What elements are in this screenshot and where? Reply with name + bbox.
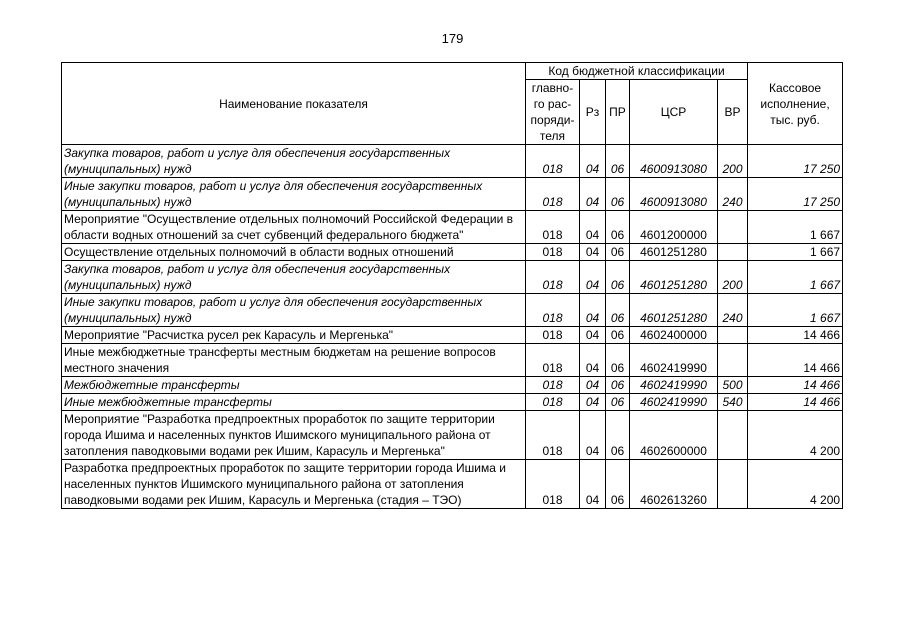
- table-row: [62, 460, 843, 509]
- table-row: [62, 294, 843, 327]
- cell-name: Межбюджетные трансферты: [62, 377, 526, 394]
- budget-execution-table: [61, 62, 843, 509]
- header-pr: ПР: [606, 80, 630, 145]
- cell-csr: 4601251280: [630, 294, 718, 327]
- header-glavny: главно-го рас-поряди-теля: [526, 80, 580, 145]
- cell-csr: 4601200000: [630, 211, 718, 244]
- cell-name: Мероприятие "Осуществление отдельных полномочий Российской Федерации в области водных отношений за счет субвенций федерального бюджета": [62, 211, 526, 244]
- cell-rz: 04: [580, 178, 606, 211]
- cell-vr: [718, 460, 748, 509]
- cell-pr: 06: [606, 145, 630, 178]
- header-vr: ВР: [718, 80, 748, 145]
- cell-rz: 04: [580, 261, 606, 294]
- cell-pr: 06: [606, 178, 630, 211]
- cell-amount: 4 200: [748, 460, 843, 509]
- cell-glavny: 018: [526, 261, 580, 294]
- cell-csr: 4600913080: [630, 145, 718, 178]
- cell-csr: 4602419990: [630, 394, 718, 411]
- cell-pr: 06: [606, 294, 630, 327]
- cell-amount: 14 466: [748, 377, 843, 394]
- header-csr: ЦСР: [630, 80, 718, 145]
- cell-vr: 540: [718, 394, 748, 411]
- cell-vr: 240: [718, 294, 748, 327]
- table-row: [62, 344, 843, 377]
- cell-glavny: 018: [526, 178, 580, 211]
- cell-pr: 06: [606, 411, 630, 460]
- header-classification-group: Код бюджетной классификации: [526, 63, 748, 80]
- cell-vr: 240: [718, 178, 748, 211]
- cell-pr: 06: [606, 394, 630, 411]
- cell-glavny: 018: [526, 460, 580, 509]
- cell-glavny: 018: [526, 211, 580, 244]
- cell-rz: 04: [580, 344, 606, 377]
- cell-name: Осуществление отдельных полномочий в области водных отношений: [62, 244, 526, 261]
- cell-amount: 4 200: [748, 411, 843, 460]
- cell-name: Иные межбюджетные трансферты местным бюджетам на решение вопросов местного значения: [62, 344, 526, 377]
- cell-amount: 17 250: [748, 178, 843, 211]
- cell-rz: 04: [580, 294, 606, 327]
- cell-name: Иные закупки товаров, работ и услуг для обеспечения государственных (муниципальных) нужд: [62, 294, 526, 327]
- cell-pr: 06: [606, 244, 630, 261]
- table-row: [62, 145, 843, 178]
- cell-pr: 06: [606, 344, 630, 377]
- cell-csr: 4601251280: [630, 261, 718, 294]
- table-row: [62, 244, 843, 261]
- cell-vr: 200: [718, 261, 748, 294]
- cell-name: Мероприятие "Разработка предпроектных проработок по защите территории города Ишима и населенных пунктов Ишимского муниципального района от затопления паводковыми водами рек Ишим, Карасуль и Мергенька": [62, 411, 526, 460]
- table-row: [62, 411, 843, 460]
- cell-rz: 04: [580, 327, 606, 344]
- cell-name: Мероприятие "Расчистка русел рек Карасуль и Мергенька": [62, 327, 526, 344]
- cell-amount: 14 466: [748, 394, 843, 411]
- header-rz: Рз: [580, 80, 606, 145]
- cell-vr: [718, 344, 748, 377]
- cell-pr: 06: [606, 377, 630, 394]
- table-row: [62, 327, 843, 344]
- cell-name: Иные межбюджетные трансферты: [62, 394, 526, 411]
- page-number: 179: [441, 31, 464, 46]
- cell-vr: [718, 244, 748, 261]
- header-name: Наименование показателя: [62, 63, 526, 145]
- cell-pr: 06: [606, 460, 630, 509]
- cell-glavny: 018: [526, 377, 580, 394]
- cell-rz: 04: [580, 244, 606, 261]
- cell-pr: 06: [606, 327, 630, 344]
- cell-amount: 14 466: [748, 327, 843, 344]
- cell-rz: 04: [580, 377, 606, 394]
- cell-glavny: 018: [526, 244, 580, 261]
- cell-rz: 04: [580, 394, 606, 411]
- cell-csr: 4602419990: [630, 344, 718, 377]
- cell-name: Закупка товаров, работ и услуг для обеспечения государственных (муниципальных) нужд: [62, 261, 526, 294]
- cell-pr: 06: [606, 261, 630, 294]
- table-row: [62, 394, 843, 411]
- cell-amount: 1 667: [748, 261, 843, 294]
- cell-name: Закупка товаров, работ и услуг для обеспечения государственных (муниципальных) нужд: [62, 145, 526, 178]
- cell-csr: 4601251280: [630, 244, 718, 261]
- cell-csr: 4600913080: [630, 178, 718, 211]
- cell-csr: 4602400000: [630, 327, 718, 344]
- table-row: [62, 211, 843, 244]
- cell-name: Разработка предпроектных проработок по защите территории города Ишима и населенных пунктов Ишимского муниципального района от затопления паводковыми водами рек Ишим, Карасуль и Мергенька (стадия – ТЭО): [62, 460, 526, 509]
- cell-glavny: 018: [526, 344, 580, 377]
- cell-glavny: 018: [526, 327, 580, 344]
- cell-amount: 17 250: [748, 145, 843, 178]
- cell-pr: 06: [606, 211, 630, 244]
- cell-rz: 04: [580, 460, 606, 509]
- cell-amount: 1 667: [748, 211, 843, 244]
- cell-glavny: 018: [526, 294, 580, 327]
- cell-rz: 04: [580, 145, 606, 178]
- header-amount: Кассовое исполнение, тыс. руб.: [748, 63, 843, 145]
- cell-vr: [718, 211, 748, 244]
- cell-vr: 500: [718, 377, 748, 394]
- cell-glavny: 018: [526, 145, 580, 178]
- table-row: [62, 178, 843, 211]
- cell-rz: 04: [580, 411, 606, 460]
- cell-csr: 4602419990: [630, 377, 718, 394]
- cell-amount: 14 466: [748, 344, 843, 377]
- table-row: [62, 377, 843, 394]
- cell-vr: [718, 327, 748, 344]
- cell-name: Иные закупки товаров, работ и услуг для обеспечения государственных (муниципальных) нужд: [62, 178, 526, 211]
- cell-csr: 4602600000: [630, 411, 718, 460]
- cell-csr: 4602613260: [630, 460, 718, 509]
- cell-vr: [718, 411, 748, 460]
- cell-rz: 04: [580, 211, 606, 244]
- table-row: [62, 261, 843, 294]
- cell-glavny: 018: [526, 411, 580, 460]
- cell-amount: 1 667: [748, 294, 843, 327]
- cell-amount: 1 667: [748, 244, 843, 261]
- cell-glavny: 018: [526, 394, 580, 411]
- cell-vr: 200: [718, 145, 748, 178]
